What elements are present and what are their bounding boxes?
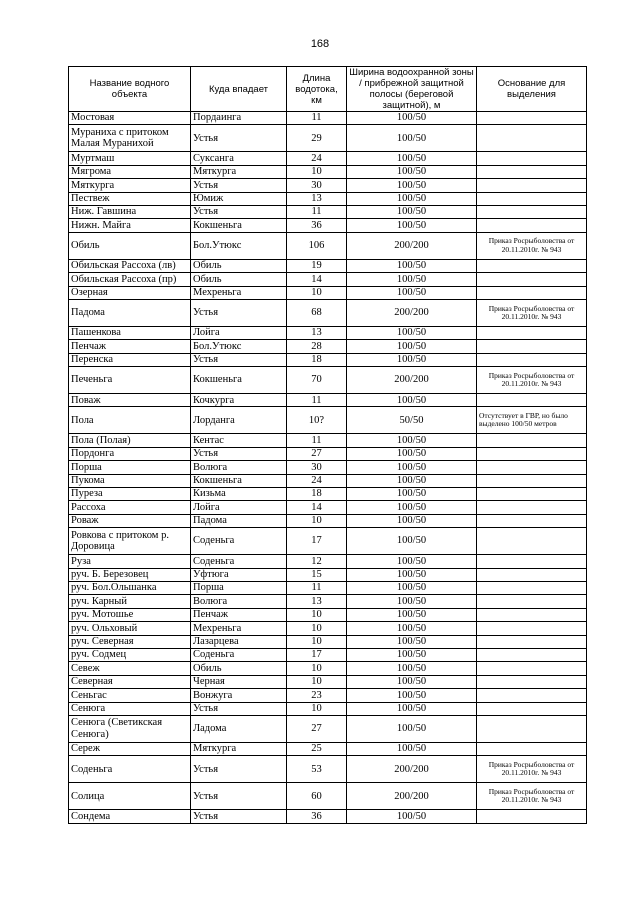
cell-basis <box>477 810 587 823</box>
cell-basis <box>477 662 587 675</box>
table-row <box>69 810 587 823</box>
cell-basis <box>477 259 587 272</box>
cell-basis: Приказ Росрыболовства от 20.11.2010г. № 943 <box>477 367 587 394</box>
cell-mouth: Падома <box>191 514 287 527</box>
table-row <box>69 179 587 192</box>
cell-width: 100/50 <box>347 434 477 447</box>
table-row <box>69 326 587 339</box>
cell-mouth: Устья <box>191 179 287 192</box>
table-row <box>69 165 587 178</box>
cell-basis: Приказ Росрыболовства от 20.11.2010г. № 943 <box>477 756 587 783</box>
cell-length: 60 <box>287 783 347 810</box>
table-row <box>69 702 587 715</box>
cell-mouth: Устья <box>191 756 287 783</box>
table-row <box>69 488 587 501</box>
cell-mouth: Лойга <box>191 326 287 339</box>
cell-basis <box>477 205 587 218</box>
cell-length: 19 <box>287 259 347 272</box>
table-row <box>69 689 587 702</box>
cell-length: 70 <box>287 367 347 394</box>
cell-mouth: Соденьга <box>191 555 287 568</box>
cell-name: Обильская Рассоха (лв) <box>69 259 191 272</box>
cell-name: Порша <box>69 461 191 474</box>
cell-mouth: Уфтюга <box>191 568 287 581</box>
cell-length: 10 <box>287 702 347 715</box>
cell-width: 100/50 <box>347 179 477 192</box>
table-row <box>69 581 587 594</box>
cell-length: 10 <box>287 165 347 178</box>
cell-width: 100/50 <box>347 689 477 702</box>
cell-mouth: Волюга <box>191 595 287 608</box>
cell-mouth: Лазарцева <box>191 635 287 648</box>
cell-name: Мураниха с притоком Малая Муранихой <box>69 125 191 152</box>
table-row <box>69 286 587 299</box>
cell-name: Обильская Рассоха (пр) <box>69 273 191 286</box>
table-row <box>69 715 587 742</box>
cell-width: 100/50 <box>347 635 477 648</box>
cell-width: 100/50 <box>347 488 477 501</box>
table-row <box>69 394 587 407</box>
cell-width: 100/50 <box>347 152 477 165</box>
cell-width: 100/50 <box>347 340 477 353</box>
cell-width: 100/50 <box>347 165 477 178</box>
cell-basis <box>477 125 587 152</box>
table-row <box>69 125 587 152</box>
cell-name: Ровкова с притоком р. Доровица <box>69 528 191 555</box>
cell-length: 13 <box>287 326 347 339</box>
cell-length: 13 <box>287 192 347 205</box>
cell-name: Пенчаж <box>69 340 191 353</box>
cell-width: 100/50 <box>347 742 477 755</box>
cell-length: 24 <box>287 152 347 165</box>
cell-width: 200/200 <box>347 756 477 783</box>
table-row <box>69 232 587 259</box>
cell-length: 11 <box>287 434 347 447</box>
cell-name: Рассоха <box>69 501 191 514</box>
cell-basis <box>477 622 587 635</box>
table-row <box>69 514 587 527</box>
cell-name: Мостовая <box>69 112 191 125</box>
cell-length: 18 <box>287 353 347 366</box>
cell-length: 24 <box>287 474 347 487</box>
cell-mouth: Обиль <box>191 662 287 675</box>
cell-length: 28 <box>287 340 347 353</box>
cell-name: Северная <box>69 675 191 688</box>
cell-basis <box>477 461 587 474</box>
cell-length: 11 <box>287 394 347 407</box>
cell-basis: Отсутствует в ГВР, но было выделено 100/50 метров <box>477 407 587 434</box>
cell-basis <box>477 635 587 648</box>
table-row <box>69 675 587 688</box>
table-row <box>69 756 587 783</box>
cell-width: 100/50 <box>347 474 477 487</box>
water-bodies-table <box>68 66 587 824</box>
table-row <box>69 434 587 447</box>
cell-width: 100/50 <box>347 125 477 152</box>
cell-name: Нижн. Майга <box>69 219 191 232</box>
cell-length: 13 <box>287 595 347 608</box>
cell-basis <box>477 219 587 232</box>
cell-mouth: Кочкурга <box>191 394 287 407</box>
cell-mouth: Бол.Утюкс <box>191 340 287 353</box>
cell-basis <box>477 152 587 165</box>
cell-basis <box>477 715 587 742</box>
cell-name: Ниж. Гавшина <box>69 205 191 218</box>
cell-mouth: Мехреньга <box>191 286 287 299</box>
cell-length: 27 <box>287 715 347 742</box>
cell-mouth: Вонжуга <box>191 689 287 702</box>
cell-mouth: Пордаинга <box>191 112 287 125</box>
cell-width: 100/50 <box>347 528 477 555</box>
cell-basis <box>477 353 587 366</box>
cell-name: Печеньга <box>69 367 191 394</box>
cell-width: 100/50 <box>347 192 477 205</box>
cell-width: 100/50 <box>347 595 477 608</box>
table-row <box>69 635 587 648</box>
cell-mouth: Кизьма <box>191 488 287 501</box>
cell-mouth: Мехреньга <box>191 622 287 635</box>
cell-name: Обиль <box>69 232 191 259</box>
table-row <box>69 461 587 474</box>
cell-basis <box>477 581 587 594</box>
cell-width: 100/50 <box>347 286 477 299</box>
table-row <box>69 192 587 205</box>
header-width: Ширина водоохранной зоны / прибрежной защитной полосы (береговой защитной), м <box>347 67 477 112</box>
cell-width: 200/200 <box>347 232 477 259</box>
table-header-row <box>69 67 587 112</box>
table-row <box>69 112 587 125</box>
cell-width: 100/50 <box>347 326 477 339</box>
cell-mouth: Мяткурга <box>191 742 287 755</box>
cell-length: 17 <box>287 528 347 555</box>
cell-length: 10 <box>287 514 347 527</box>
cell-basis <box>477 675 587 688</box>
table-body <box>69 112 587 824</box>
cell-name: Соденьга <box>69 756 191 783</box>
cell-basis <box>477 394 587 407</box>
cell-width: 100/50 <box>347 112 477 125</box>
header-name: Название водного объекта <box>69 67 191 112</box>
cell-length: 10 <box>287 662 347 675</box>
cell-length: 14 <box>287 501 347 514</box>
table-row <box>69 595 587 608</box>
cell-basis <box>477 648 587 661</box>
cell-basis <box>477 488 587 501</box>
cell-mouth: Кокшеньга <box>191 367 287 394</box>
cell-name: Пашенкова <box>69 326 191 339</box>
cell-mouth: Обиль <box>191 273 287 286</box>
cell-name: Пордонга <box>69 447 191 460</box>
cell-basis <box>477 165 587 178</box>
cell-basis <box>477 179 587 192</box>
cell-name: руч. Содмец <box>69 648 191 661</box>
table-row <box>69 152 587 165</box>
cell-mouth: Устья <box>191 205 287 218</box>
cell-width: 100/50 <box>347 810 477 823</box>
cell-length: 23 <box>287 689 347 702</box>
table-row <box>69 783 587 810</box>
cell-basis <box>477 447 587 460</box>
cell-width: 100/50 <box>347 608 477 621</box>
cell-name: Падома <box>69 299 191 326</box>
table-row <box>69 474 587 487</box>
cell-name: руч. Б. Березовец <box>69 568 191 581</box>
cell-name: Мяткурга <box>69 179 191 192</box>
cell-mouth: Волюга <box>191 461 287 474</box>
cell-length: 10 <box>287 286 347 299</box>
cell-basis <box>477 555 587 568</box>
cell-mouth: Кентас <box>191 434 287 447</box>
table-row <box>69 407 587 434</box>
cell-name: Озерная <box>69 286 191 299</box>
cell-mouth: Кокшеньга <box>191 474 287 487</box>
cell-basis <box>477 273 587 286</box>
cell-basis <box>477 474 587 487</box>
cell-width: 100/50 <box>347 622 477 635</box>
cell-width: 100/50 <box>347 581 477 594</box>
cell-basis <box>477 528 587 555</box>
cell-name: Перенска <box>69 353 191 366</box>
cell-basis <box>477 501 587 514</box>
table-row <box>69 340 587 353</box>
cell-basis <box>477 702 587 715</box>
table-row <box>69 273 587 286</box>
cell-mouth: Устья <box>191 447 287 460</box>
page-number: 168 <box>310 38 330 50</box>
cell-name: Пуреза <box>69 488 191 501</box>
cell-length: 10 <box>287 608 347 621</box>
cell-name: Поваж <box>69 394 191 407</box>
cell-width: 100/50 <box>347 394 477 407</box>
cell-mouth: Обиль <box>191 259 287 272</box>
cell-name: Роваж <box>69 514 191 527</box>
cell-name: Севеж <box>69 662 191 675</box>
cell-width: 100/50 <box>347 219 477 232</box>
cell-basis: Приказ Росрыболовства от 20.11.2010г. № 943 <box>477 783 587 810</box>
cell-length: 25 <box>287 742 347 755</box>
cell-width: 100/50 <box>347 568 477 581</box>
cell-mouth: Устья <box>191 299 287 326</box>
cell-length: 10 <box>287 675 347 688</box>
cell-mouth: Лойга <box>191 501 287 514</box>
cell-width: 200/200 <box>347 367 477 394</box>
table-row <box>69 555 587 568</box>
cell-mouth: Ладома <box>191 715 287 742</box>
table-row <box>69 622 587 635</box>
table-row <box>69 648 587 661</box>
cell-basis: Приказ Росрыболовства от 20.11.2010г. № 943 <box>477 232 587 259</box>
cell-length: 36 <box>287 810 347 823</box>
table-row <box>69 259 587 272</box>
cell-name: руч. Северная <box>69 635 191 648</box>
cell-width: 100/50 <box>347 353 477 366</box>
cell-mouth: Пенчаж <box>191 608 287 621</box>
cell-length: 10? <box>287 407 347 434</box>
cell-name: Пукома <box>69 474 191 487</box>
cell-length: 14 <box>287 273 347 286</box>
cell-mouth: Мяткурга <box>191 165 287 178</box>
cell-name: Сеньгас <box>69 689 191 702</box>
cell-width: 100/50 <box>347 205 477 218</box>
cell-basis <box>477 742 587 755</box>
cell-mouth: Соденьга <box>191 648 287 661</box>
cell-width: 200/200 <box>347 299 477 326</box>
cell-basis <box>477 434 587 447</box>
cell-length: 106 <box>287 232 347 259</box>
table-row <box>69 568 587 581</box>
cell-width: 100/50 <box>347 514 477 527</box>
cell-width: 100/50 <box>347 447 477 460</box>
header-length: Длина водотока, км <box>287 67 347 112</box>
cell-mouth: Устья <box>191 125 287 152</box>
cell-width: 100/50 <box>347 675 477 688</box>
header-basis: Основание для выделения <box>477 67 587 112</box>
table-row <box>69 299 587 326</box>
table-row <box>69 662 587 675</box>
cell-mouth: Черная <box>191 675 287 688</box>
cell-length: 27 <box>287 447 347 460</box>
cell-basis <box>477 192 587 205</box>
table-row <box>69 608 587 621</box>
table-row <box>69 353 587 366</box>
cell-mouth: Устья <box>191 810 287 823</box>
table-row <box>69 367 587 394</box>
cell-basis <box>477 340 587 353</box>
cell-name: Сереж <box>69 742 191 755</box>
cell-length: 30 <box>287 461 347 474</box>
cell-length: 36 <box>287 219 347 232</box>
cell-mouth: Кокшеньга <box>191 219 287 232</box>
cell-name: Сенюга (Светикская Сенюга) <box>69 715 191 742</box>
cell-name: Пола <box>69 407 191 434</box>
cell-width: 100/50 <box>347 702 477 715</box>
cell-length: 11 <box>287 581 347 594</box>
cell-length: 11 <box>287 205 347 218</box>
cell-basis <box>477 514 587 527</box>
cell-basis: Приказ Росрыболовства от 20.11.2010г. № 943 <box>477 299 587 326</box>
cell-basis <box>477 286 587 299</box>
cell-length: 12 <box>287 555 347 568</box>
cell-basis <box>477 568 587 581</box>
cell-length: 30 <box>287 179 347 192</box>
cell-length: 53 <box>287 756 347 783</box>
cell-width: 100/50 <box>347 461 477 474</box>
cell-length: 11 <box>287 112 347 125</box>
cell-name: Сенюга <box>69 702 191 715</box>
cell-length: 29 <box>287 125 347 152</box>
cell-mouth: Юмиж <box>191 192 287 205</box>
cell-width: 50/50 <box>347 407 477 434</box>
cell-mouth: Устья <box>191 783 287 810</box>
cell-length: 17 <box>287 648 347 661</box>
header-mouth: Куда впадает <box>191 67 287 112</box>
table-row <box>69 205 587 218</box>
cell-width: 100/50 <box>347 715 477 742</box>
cell-length: 18 <box>287 488 347 501</box>
cell-width: 100/50 <box>347 273 477 286</box>
table-row <box>69 501 587 514</box>
cell-basis <box>477 326 587 339</box>
cell-mouth: Порша <box>191 581 287 594</box>
table-row <box>69 528 587 555</box>
cell-basis <box>477 595 587 608</box>
cell-name: Муртмаш <box>69 152 191 165</box>
cell-mouth: Устья <box>191 353 287 366</box>
cell-length: 68 <box>287 299 347 326</box>
table-row <box>69 742 587 755</box>
cell-width: 100/50 <box>347 648 477 661</box>
cell-width: 100/50 <box>347 662 477 675</box>
table-row <box>69 447 587 460</box>
cell-mouth: Соденьга <box>191 528 287 555</box>
cell-mouth: Суксанга <box>191 152 287 165</box>
cell-width: 100/50 <box>347 259 477 272</box>
cell-width: 100/50 <box>347 555 477 568</box>
cell-mouth: Устья <box>191 702 287 715</box>
cell-basis <box>477 608 587 621</box>
cell-length: 15 <box>287 568 347 581</box>
cell-basis <box>477 112 587 125</box>
cell-mouth: Лорданга <box>191 407 287 434</box>
cell-name: Руза <box>69 555 191 568</box>
cell-name: Сондема <box>69 810 191 823</box>
cell-width: 200/200 <box>347 783 477 810</box>
cell-name: руч. Карный <box>69 595 191 608</box>
cell-name: Мягрома <box>69 165 191 178</box>
cell-name: руч. Мотошье <box>69 608 191 621</box>
cell-name: Солица <box>69 783 191 810</box>
cell-length: 10 <box>287 635 347 648</box>
cell-mouth: Бол.Утюкс <box>191 232 287 259</box>
cell-basis <box>477 689 587 702</box>
cell-name: Пола (Полая) <box>69 434 191 447</box>
cell-name: руч. Бол.Ольшанка <box>69 581 191 594</box>
cell-name: Пествеж <box>69 192 191 205</box>
table-row <box>69 219 587 232</box>
cell-length: 10 <box>287 622 347 635</box>
cell-width: 100/50 <box>347 501 477 514</box>
cell-name: руч. Ольховый <box>69 622 191 635</box>
